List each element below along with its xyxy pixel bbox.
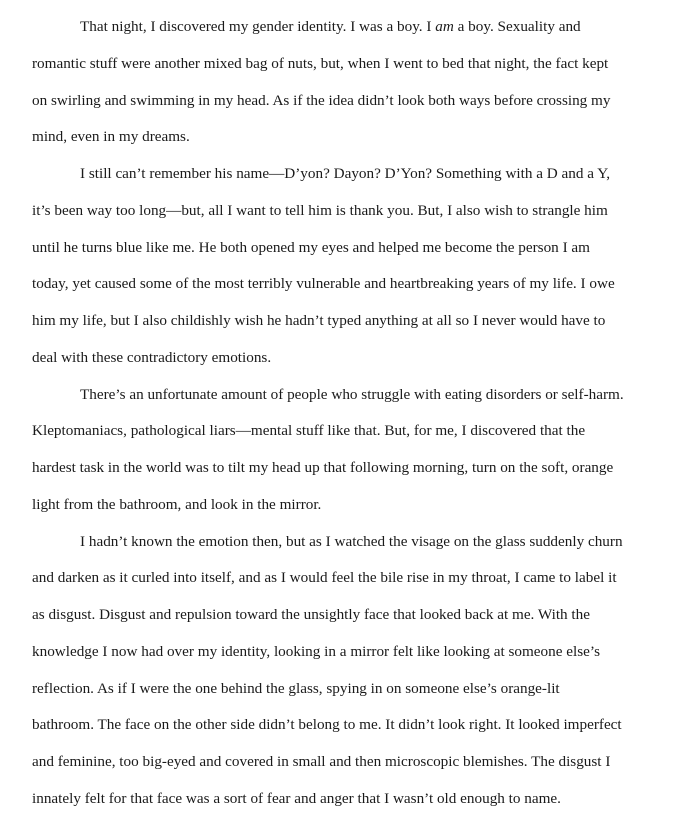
paragraph-1-line-2: romantic stuff were another mixed bag of nuts, but, when I went to bed that night, the fact kept	[32, 55, 609, 72]
paragraph-3-line-1: There’s an unfortunate amount of people who struggle with eating disorders or self-harm.	[80, 386, 624, 403]
paragraph-4-line-6: bathroom. The face on the other side didn’t belong to me. It didn’t look right. It looked imperfect	[32, 716, 622, 733]
paragraph-2-line-4: today, yet caused some of the most terribly vulnerable and heartbreaking years of my life. I owe	[32, 275, 615, 292]
paragraph-1-line-4: mind, even in my dreams.	[32, 128, 190, 145]
paragraph-2-line-1: I still can’t remember his name—D’yon? Dayon? D’Yon? Something with a D and a Y,	[80, 165, 611, 182]
paragraph-1-line-1: That night, I discovered my gender identity. I was a boy. I am a boy. Sexuality and	[80, 18, 581, 35]
paragraph-3-line-2: Kleptomaniacs, pathological liars—mental stuff like that. But, for me, I discovered that the	[32, 422, 586, 439]
emphasis-am: am	[435, 18, 454, 35]
paragraph-3-line-4: light from the bathroom, and look in the mirror.	[32, 496, 322, 513]
paragraph-4-line-8: innately felt for that face was a sort of fear and anger that I wasn’t old enough to name.	[32, 790, 561, 807]
paragraph-2-line-5: him my life, but I also childishly wish he hadn’t typed anything at all so I never would have to	[32, 312, 606, 329]
paragraph-3-line-3: hardest task in the world was to tilt my head up that following morning, turn on the soft, orange	[32, 459, 614, 476]
paragraph-2-line-6: deal with these contradictory emotions.	[32, 349, 272, 366]
paragraph-4-line-1: I hadn’t known the emotion then, but as I watched the visage on the glass suddenly churn	[80, 533, 623, 550]
paragraph-2-line-2: it’s been way too long—but, all I want to tell him is thank you. But, I also wish to strangle him	[32, 202, 608, 219]
paragraph-4-line-7: and feminine, too big-eyed and covered in small and then microscopic blemishes. The disgust I	[32, 753, 611, 770]
paragraph-1-line-3: on swirling and swimming in my head. As if the idea didn’t look both ways before crossing my	[32, 92, 611, 109]
paragraph-4-line-2: and darken as it curled into itself, and as I would feel the bile rise in my throat, I came to label it	[32, 569, 617, 586]
paragraph-4-line-4: knowledge I now had over my identity, looking in a mirror felt like looking at someone else’s	[32, 643, 601, 660]
paragraph-2-line-3: until he turns blue like me. He both opened my eyes and helped me become the person I am	[32, 239, 590, 256]
paragraph-4-line-5: reflection. As if I were the one behind the glass, spying in on someone else’s orange-lit	[32, 680, 560, 697]
paragraph-4-line-3: as disgust. Disgust and repulsion toward the unsightly face that looked back at me. With the	[32, 606, 590, 623]
